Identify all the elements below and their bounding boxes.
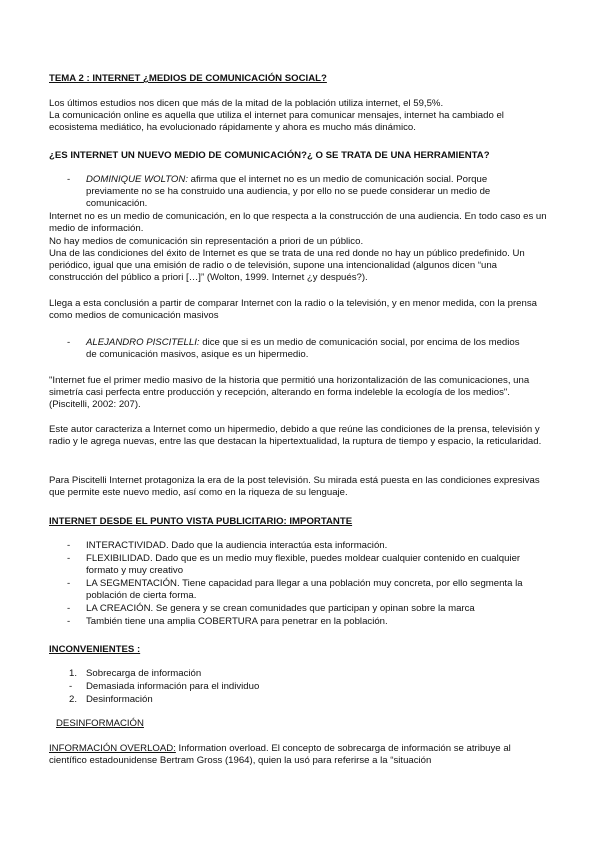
section-heading-publicitario: INTERNET DESDE EL PUNTO VISTA PUBLICITARIO: IMPORTANTE — [49, 516, 353, 527]
pub-item-interactividad: INTERACTIVIDAD. Dado que la audiencia interactúa esta información. — [86, 540, 388, 551]
wolton-paragraph-3: Una de las condiciones del éxito de Internet es que se trata de una red donde no hay un público predefinido. Un periódico, igual que una emisión de radio o de televisión, supone una intencionalidad (algunos dicen “una construcción del público a priori […]” (Wolton, 1999. Internet ¿y después?). — [49, 248, 525, 284]
section-heading-inconvenientes: INCONVENIENTES : — [49, 644, 141, 655]
desinformacion-heading — [49, 718, 558, 730]
piscitelli-quote: "Internet fue el primer medio masivo de la historia que permitió una horizontalización de las comunicaciones, una simetría casi perfecta entre producción y recepción, alterando en forma indeleble la ecología de los medios". (Piscitelli, 2002: 207). — [49, 375, 530, 411]
wolton-author: DOMINIQUE WOLTON: — [86, 174, 188, 185]
piscitelli-author: ALEJANDRO PISCITELLI: — [86, 337, 200, 348]
piscitelli-paragraph-1: Este autor caracteriza a Internet como un hipermedio, debido a que reúne las condiciones de la prensa, televisión y radio y le agrega nuevas, entre las que destacan la hipertextualidad, la ruptura de tiempo y espacio, la reticularidad. — [49, 424, 542, 448]
list-number: 1. — [69, 668, 78, 679]
pub-item-creacion: LA CREACIÓN. Se genera y se crean comunidades que participan y opinan sobre la marca — [86, 603, 475, 614]
bullet-dash: - — [67, 578, 71, 589]
bullet-dash: - — [67, 337, 71, 348]
pub-item-flexibilidad: FLEXIBILIDAD. Dado que es un medio muy flexible, puedes moldear cualquier contenido en cualquier formato y muy creativo — [86, 553, 521, 577]
wolton-text: afirma que el internet no es un medio de comunicación social. Porque previamente no se ha construido una audiencia, y por ello no se puede considerar un medio de comunicación. — [86, 174, 491, 210]
intro-paragraph-2: La comunicación online es aquella que utiliza el internet para comunicar mensajes, internet ha cambiado el ecosistema mediático, ha evolucionado rápidamente y ahora es mucho más dinámico. — [49, 110, 504, 134]
overload-label: INFORMACIÓN OVERLOAD: — [49, 743, 176, 754]
wolton-bullet — [86, 174, 526, 211]
incon-item-demasiada: Demasiada información para el individuo — [86, 681, 260, 692]
bullet-dash: - — [67, 540, 71, 551]
wolton-paragraph-2: No hay medios de comunicación sin representación a priori de un público. — [49, 236, 364, 247]
wolton-paragraph-1: Internet no es un medio de comunicación, en lo que respecta a la construcción de una audiencia. En todo caso es un medio de información. — [49, 211, 547, 235]
overload-paragraph — [49, 743, 551, 767]
bullet-dash: - — [67, 603, 71, 614]
list-number: 2. — [69, 694, 78, 705]
section-heading-medio: ¿ES INTERNET UN NUEVO MEDIO DE COMUNICACIÓN?¿ O SE TRATA DE UNA HERRAMIENTA? — [49, 150, 490, 161]
bullet-dash: - — [67, 553, 71, 564]
overload-text: Information overload. El concepto de sobrecarga de información se atribuye al científico estadounidense Bertram Gross (1964), quien la usó para referirse a la “situación — [49, 743, 511, 767]
piscitelli-bullet — [86, 337, 526, 361]
incon-item-desinformacion: Desinformación — [86, 694, 153, 705]
bullet-dash: - — [67, 616, 71, 627]
incon-item-sobrecarga: Sobrecarga de información — [86, 668, 202, 679]
piscitelli-paragraph-2: Para Piscitelli Internet protagoniza la era de la post televisión. Su mirada está puesta en las condiciones expresivas que permite este nuevo medio, así como en la riqueza de su lenguaje. — [49, 475, 540, 499]
bullet-dash: - — [67, 174, 71, 185]
desinformacion-heading-text: DESINFORMACIÓN — [56, 718, 144, 729]
page-title: TEMA 2 : INTERNET ¿MEDIOS DE COMUNICACIÓN SOCIAL? — [49, 73, 327, 84]
list-number: - — [69, 681, 73, 692]
wolton-paragraph-4: Llega a esta conclusión a partir de comparar Internet con la radio o la televisión, y en menor medida, con la prensa como medios de comunicación masivos — [49, 298, 537, 322]
pub-item-segmentacion: LA SEGMENTACIÓN. Tiene capacidad para llegar a una población muy concreta, por ello segmenta la población de cierta forma. — [86, 578, 523, 602]
pub-item-cobertura: También tiene una amplia COBERTURA para penetrar en la población. — [86, 616, 388, 627]
intro-paragraph-1: Los últimos estudios nos dicen que más de la mitad de la población utiliza internet, el 59,5%. — [49, 98, 444, 109]
piscitelli-text: dice que si es un medio de comunicación social, por encima de los medios de comunicación masivos, asique es un hipermedio. — [86, 337, 520, 361]
